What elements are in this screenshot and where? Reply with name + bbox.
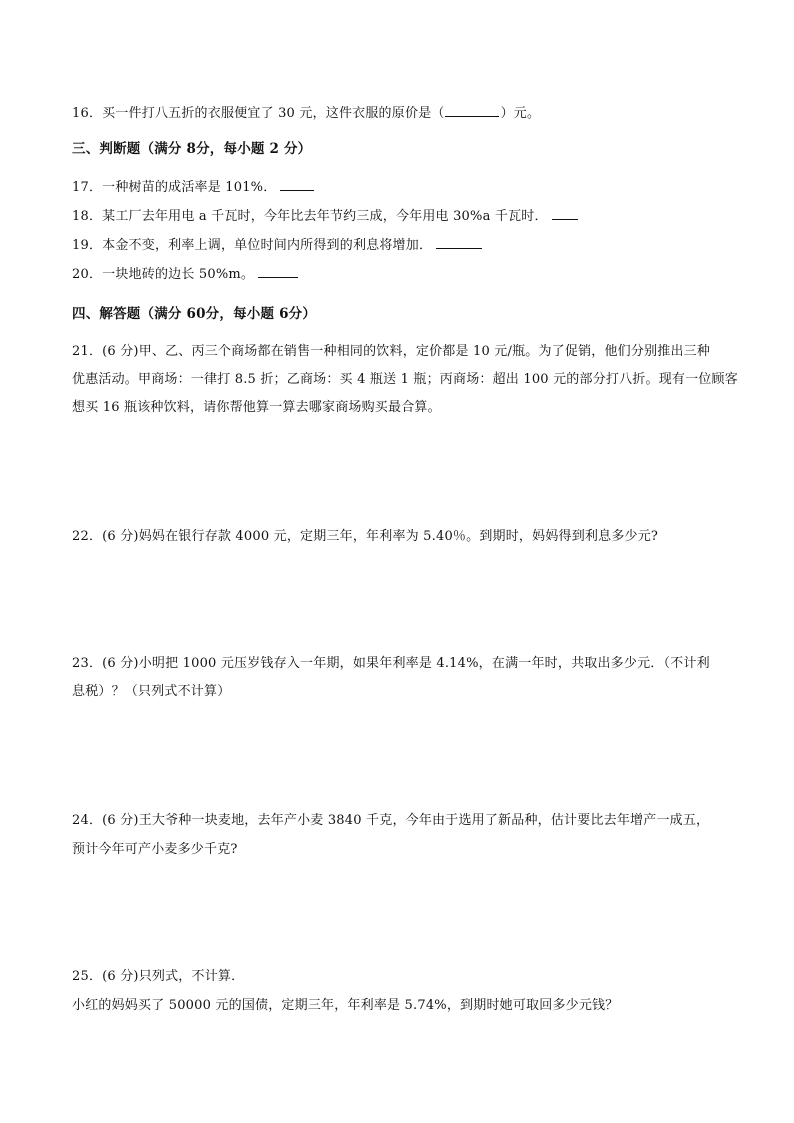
question-23-line-2: 息税）？（只列式不计算） bbox=[72, 684, 231, 699]
question-18-text: 18．某工厂去年用电 a 千瓦时，今年比去年节约三成，今年用电 30%a 千瓦时． bbox=[72, 209, 548, 224]
question-25-line-1: 25．(6 分)只列式，不计算． bbox=[72, 969, 245, 984]
question-16-text-before: 16．买一件打八五折的衣服便宜了 30 元，这件衣服的原价是（ bbox=[72, 106, 445, 121]
question-17 bbox=[72, 176, 722, 198]
question-20 bbox=[72, 263, 722, 285]
question-21-line-2: 优惠活动。甲商场：一律打 8.5 折；乙商场：买 4 瓶送 1 瓶；丙商场：超出 100 元的部分打八折。现有一位顾客 bbox=[72, 372, 738, 387]
answer-blank-18[interactable] bbox=[552, 205, 578, 220]
question-22: 22．(6 分)妈妈在银行存款 4000 元，定期三年，年利率为 5.40％。到期时，妈妈得到利息多少元? bbox=[72, 529, 659, 544]
question-24-line-2: 预计今年可产小麦多少千克? bbox=[72, 842, 238, 857]
question-21-line-3: 想买 16 瓶该种饮料，请你帮他算一算去哪家商场购买最合算。 bbox=[72, 400, 441, 415]
question-17-text: 17．一种树苗的成活率是 101%． bbox=[72, 180, 277, 195]
question-18 bbox=[72, 205, 722, 227]
question-16 bbox=[72, 102, 722, 124]
section-4-heading: 四、解答题（满分 60分，每小题 6分） bbox=[72, 306, 317, 322]
answer-blank-17[interactable] bbox=[280, 176, 314, 191]
question-16-text-after: ）元。 bbox=[500, 106, 541, 121]
section-3-heading: 三、判断题（满分 8分，每小题 2 分） bbox=[72, 141, 312, 157]
question-21-line-1: 21．(6 分)甲、乙、丙三个商场都在销售一种相同的饮料，定价都是 10 元/瓶。为了促销，他们分别推出三种 bbox=[72, 344, 711, 359]
question-19 bbox=[72, 234, 722, 256]
question-23-line-1: 23．(6 分)小明把 1000 元压岁钱存入一年期，如果年利率是 4.14%，在满一年时，共取出多少元．（不计利 bbox=[72, 656, 710, 671]
question-24-line-1: 24．(6 分)王大爷种一块麦地，去年产小麦 3840 千克，今年由于选用了新品种，估计要比去年增产一成五， bbox=[72, 813, 710, 828]
question-20-text: 20．一块地砖的边长 50%m。 bbox=[72, 267, 255, 282]
answer-blank-16[interactable] bbox=[445, 102, 499, 117]
answer-blank-20[interactable] bbox=[258, 263, 298, 278]
question-25-line-2: 小红的妈妈买了 50000 元的国债，定期三年，年利率是 5.74%，到期时她可取回多少元钱？ bbox=[72, 998, 619, 1013]
question-19-text: 19．本金不变，利率上调，单位时间内所得到的利息将增加． bbox=[72, 238, 433, 253]
answer-blank-19[interactable] bbox=[436, 234, 482, 249]
